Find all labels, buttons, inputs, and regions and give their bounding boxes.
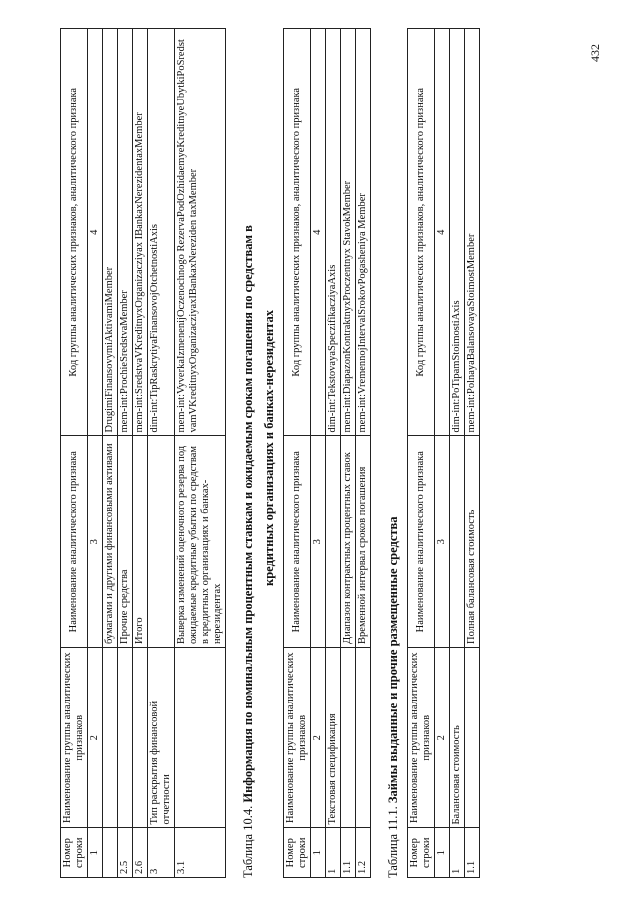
index-cell: 1 xyxy=(88,828,103,878)
feature-code: mem-int:SredstvaVKreditnyxOrganizacziyax IBankaxNerezidentaxMember xyxy=(133,29,148,437)
feature-name: Итого xyxy=(133,436,148,647)
rotated-page-content xyxy=(60,18,590,878)
header-feature-name: Наименование аналитического признака xyxy=(284,436,311,647)
table-row xyxy=(465,29,480,878)
table-header-row xyxy=(408,29,435,878)
table-row xyxy=(148,29,175,878)
index-cell: 3 xyxy=(435,436,450,647)
header-code: Код группы аналитических признаков, аналитического признака xyxy=(284,29,311,437)
group-name xyxy=(133,647,148,828)
header-row-number: Номер строки xyxy=(284,828,311,878)
table-row xyxy=(341,29,356,878)
row-number: 3 xyxy=(148,828,175,878)
table-header-row xyxy=(61,29,88,878)
column-index-row xyxy=(311,29,326,878)
feature-code: dim-int:TipRaskrytiyaFinansovojOtchetnostiAxis xyxy=(148,29,175,437)
column-index-row xyxy=(435,29,450,878)
feature-name: бумагами и другими финансовыми активами xyxy=(103,436,118,647)
table-row xyxy=(356,29,371,878)
table-row xyxy=(175,29,226,878)
feature-code: mem-int:ProchieSredstvaMember xyxy=(118,29,133,437)
feature-name: Полная балансовая стоимость xyxy=(465,436,480,647)
header-group-name: Наименование группы аналитических признаков xyxy=(408,647,435,828)
index-cell: 3 xyxy=(311,436,326,647)
feature-code: DrugimiFinansovymiAktivamiMember xyxy=(103,29,118,437)
row-number: 1.1 xyxy=(341,828,356,878)
header-feature-name: Наименование аналитического признака xyxy=(61,436,88,647)
group-name xyxy=(465,647,480,828)
header-group-name: Наименование группы аналитических признаков xyxy=(284,647,311,828)
table-10-4-label: Таблица 10.4. xyxy=(241,805,255,878)
group-name: Текстовая спецификация xyxy=(326,647,341,828)
feature-name xyxy=(450,436,465,647)
feature-name xyxy=(148,436,175,647)
table-10-4-title-line1: Информация по номинальным процентным ставкам и ожидаемым срокам погашения по средствам в xyxy=(241,225,255,803)
table-11-1 xyxy=(407,28,480,878)
index-cell: 3 xyxy=(88,436,103,647)
header-code: Код группы аналитических признаков, аналитического признака xyxy=(408,29,435,437)
table-10-4-title-line2: кредитных организациях и банках-нерезидентах xyxy=(262,310,276,586)
table-row xyxy=(133,29,148,878)
table-11-1-label: Таблица 11.1. xyxy=(386,806,400,878)
row-number: 2.6 xyxy=(133,828,148,878)
index-cell: 1 xyxy=(435,828,450,878)
feature-code: mem-int:DiapazonKontraktnyxProczentnyx StavokMember xyxy=(341,29,356,437)
header-feature-name: Наименование аналитического признака xyxy=(408,436,435,647)
group-name xyxy=(356,647,371,828)
feature-name: Выверка изменений оценочного резерва под ожидаемые кредитные убытки по средствам в кредитных организациях и банках-нерезидентах xyxy=(175,436,226,647)
group-name xyxy=(103,647,118,828)
index-cell: 2 xyxy=(311,647,326,828)
feature-code: mem-int:PolnayaBalansovayaStoimostMember xyxy=(465,29,480,437)
page-number: 432 xyxy=(588,44,602,62)
index-cell: 2 xyxy=(88,647,103,828)
row-number xyxy=(103,828,118,878)
table-row xyxy=(103,29,118,878)
feature-name xyxy=(326,436,341,647)
feature-name: Прочие средства xyxy=(118,436,133,647)
row-number: 3.1 xyxy=(175,828,226,878)
table-10-4-caption xyxy=(240,18,256,878)
group-name: Тип раскрытия финансовой отчетности xyxy=(148,647,175,828)
feature-code: dim-int:PoTipamStoimostiAxis xyxy=(450,29,465,437)
feature-code: mem-int:VremennojIntervalSrokovPogasheniya Member xyxy=(356,29,371,437)
group-name xyxy=(175,647,226,828)
header-code: Код группы аналитических признаков, аналитического признака xyxy=(61,29,88,437)
table-row xyxy=(450,29,465,878)
feature-name: Временной интервал сроков погашения xyxy=(356,436,371,647)
feature-code: mem-int:VyverkaIzmenenijOczenochnogo RezervaPodOzhidaemyeKreditnyeUbytkiPoSredst vamVKreditnyxOrganizacziyaxIBankaxNereziden taxMember xyxy=(175,29,226,437)
header-row-number: Номер строки xyxy=(408,828,435,878)
column-index-row xyxy=(88,29,103,878)
feature-code: dim-int:TekstovayaSpeczifikacziyaAxis xyxy=(326,29,341,437)
row-number: 1 xyxy=(450,828,465,878)
row-number: 2.5 xyxy=(118,828,133,878)
table-continuation xyxy=(60,28,226,878)
group-name xyxy=(118,647,133,828)
index-cell: 1 xyxy=(311,828,326,878)
feature-name: Диапазон контрактных процентных ставок xyxy=(341,436,356,647)
index-cell: 4 xyxy=(88,29,103,437)
table-row xyxy=(118,29,133,878)
row-number: 1 xyxy=(326,828,341,878)
group-name: Балансовая стоимость xyxy=(450,647,465,828)
index-cell: 4 xyxy=(311,29,326,437)
header-row-number: Номер строки xyxy=(61,828,88,878)
table-11-1-title: Займы выданные и прочие размещенные средства xyxy=(386,516,400,804)
table-10-4 xyxy=(283,28,371,878)
row-number: 1.1 xyxy=(465,828,480,878)
index-cell: 4 xyxy=(435,29,450,437)
table-row xyxy=(326,29,341,878)
index-cell: 2 xyxy=(435,647,450,828)
table-11-1-caption xyxy=(385,18,401,878)
table-header-row xyxy=(284,29,311,878)
row-number: 1.2 xyxy=(356,828,371,878)
header-group-name: Наименование группы аналитических признаков xyxy=(61,647,88,828)
group-name xyxy=(341,647,356,828)
